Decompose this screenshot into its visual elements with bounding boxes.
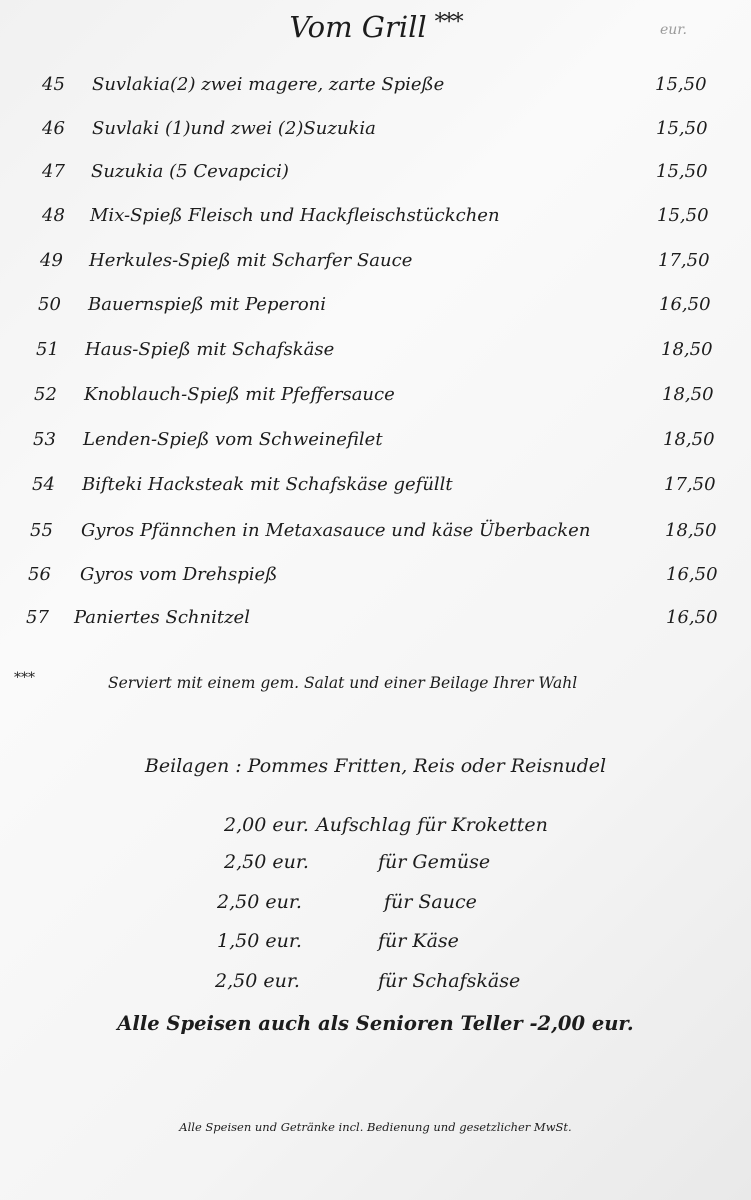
- item-number: 57: [26, 607, 49, 628]
- menu-item: [0, 74, 751, 104]
- item-name: Suvlaki (1)und zwei (2)Suzukia: [92, 118, 376, 139]
- serving-note: Serviert mit einem gem. Salat und einer Beilage Ihrer Wahl: [108, 674, 578, 692]
- item-name: Mix-Spieß Fleisch und Hackfleischstückchen: [90, 205, 500, 226]
- title-text: Vom Grill: [289, 10, 427, 44]
- item-name: Bauernspieß mit Peperoni: [88, 294, 327, 315]
- item-price: 18,50: [661, 339, 713, 360]
- menu-item: [0, 250, 751, 280]
- item-price: 16,50: [659, 294, 711, 315]
- title-stars: ***: [434, 10, 462, 35]
- menu-title: [0, 10, 751, 44]
- surcharge-price: 1,50 eur.: [217, 930, 302, 952]
- item-price: 15,50: [655, 74, 707, 95]
- item-name: Bifteki Hacksteak mit Schafskäse gefüllt: [82, 474, 453, 495]
- item-number: 53: [33, 429, 56, 450]
- footer-note: Alle Speisen und Getränke incl. Bedienung und gesetzlicher MwSt.: [179, 1120, 572, 1134]
- item-number: 55: [30, 520, 53, 541]
- item-number: 47: [42, 161, 65, 182]
- menu-item: [0, 429, 751, 459]
- menu-item: [0, 118, 751, 148]
- item-price: 15,50: [656, 118, 708, 139]
- item-name: Suvlakia(2) zwei magere, zarte Spieße: [92, 74, 445, 95]
- item-price: 17,50: [664, 474, 716, 495]
- item-name: Knoblauch-Spieß mit Pfeffersauce: [84, 384, 395, 405]
- item-number: 48: [42, 205, 65, 226]
- item-name: Paniertes Schnitzel: [74, 607, 250, 628]
- surcharge-label: für Käse: [378, 930, 459, 952]
- currency-header: eur.: [660, 22, 687, 38]
- item-name: Herkules-Spieß mit Scharfer Sauce: [89, 250, 413, 271]
- item-number: 56: [28, 564, 51, 585]
- surcharge-label: Aufschlag für Kroketten: [316, 814, 548, 836]
- menu-item: [0, 294, 751, 324]
- item-number: 51: [36, 339, 59, 360]
- menu-item: [0, 384, 751, 414]
- item-number: 49: [40, 250, 63, 271]
- item-price: 16,50: [666, 607, 718, 628]
- menu-item: [0, 564, 751, 594]
- side-dishes: Beilagen : Pommes Fritten, Reis oder Reisnudel: [144, 755, 607, 777]
- surcharge-label: für Gemüse: [378, 851, 491, 873]
- item-number: 52: [34, 384, 57, 405]
- surcharge-price: 2,00 eur.: [224, 814, 309, 836]
- item-number: 50: [38, 294, 61, 315]
- surcharge-label: für Sauce: [384, 891, 477, 913]
- menu-item: [0, 205, 751, 235]
- menu-item: [0, 474, 751, 504]
- surcharge-price: 2,50 eur.: [224, 851, 309, 873]
- menu-item: [0, 161, 751, 191]
- item-price: 18,50: [663, 429, 715, 450]
- item-name: Gyros Pfännchen in Metaxasauce und käse Überbacken: [81, 520, 591, 541]
- item-price: 17,50: [658, 250, 710, 271]
- item-name: Lenden-Spieß vom Schweinefilet: [83, 429, 383, 450]
- item-price: 15,50: [656, 161, 708, 182]
- item-number: 45: [42, 74, 65, 95]
- senior-plate-note: Alle Speisen auch als Senioren Teller -2,00 eur.: [117, 1012, 634, 1035]
- item-name: Suzukia (5 Cevapcici): [91, 161, 289, 182]
- item-price: 16,50: [666, 564, 718, 585]
- item-number: 54: [32, 474, 55, 495]
- item-price: 18,50: [662, 384, 714, 405]
- surcharge-label: für Schafskäse: [378, 970, 521, 992]
- item-price: 18,50: [665, 520, 717, 541]
- item-number: 46: [42, 118, 65, 139]
- item-name: Gyros vom Drehspieß: [80, 564, 278, 585]
- item-price: 15,50: [657, 205, 709, 226]
- item-name: Haus-Spieß mit Schafskäse: [85, 339, 335, 360]
- surcharge-price: 2,50 eur.: [217, 891, 302, 913]
- menu-item: [0, 520, 751, 550]
- surcharge-price: 2,50 eur.: [215, 970, 300, 992]
- menu-item: [0, 607, 751, 637]
- menu-item: [0, 339, 751, 369]
- note-stars: ***: [14, 670, 35, 686]
